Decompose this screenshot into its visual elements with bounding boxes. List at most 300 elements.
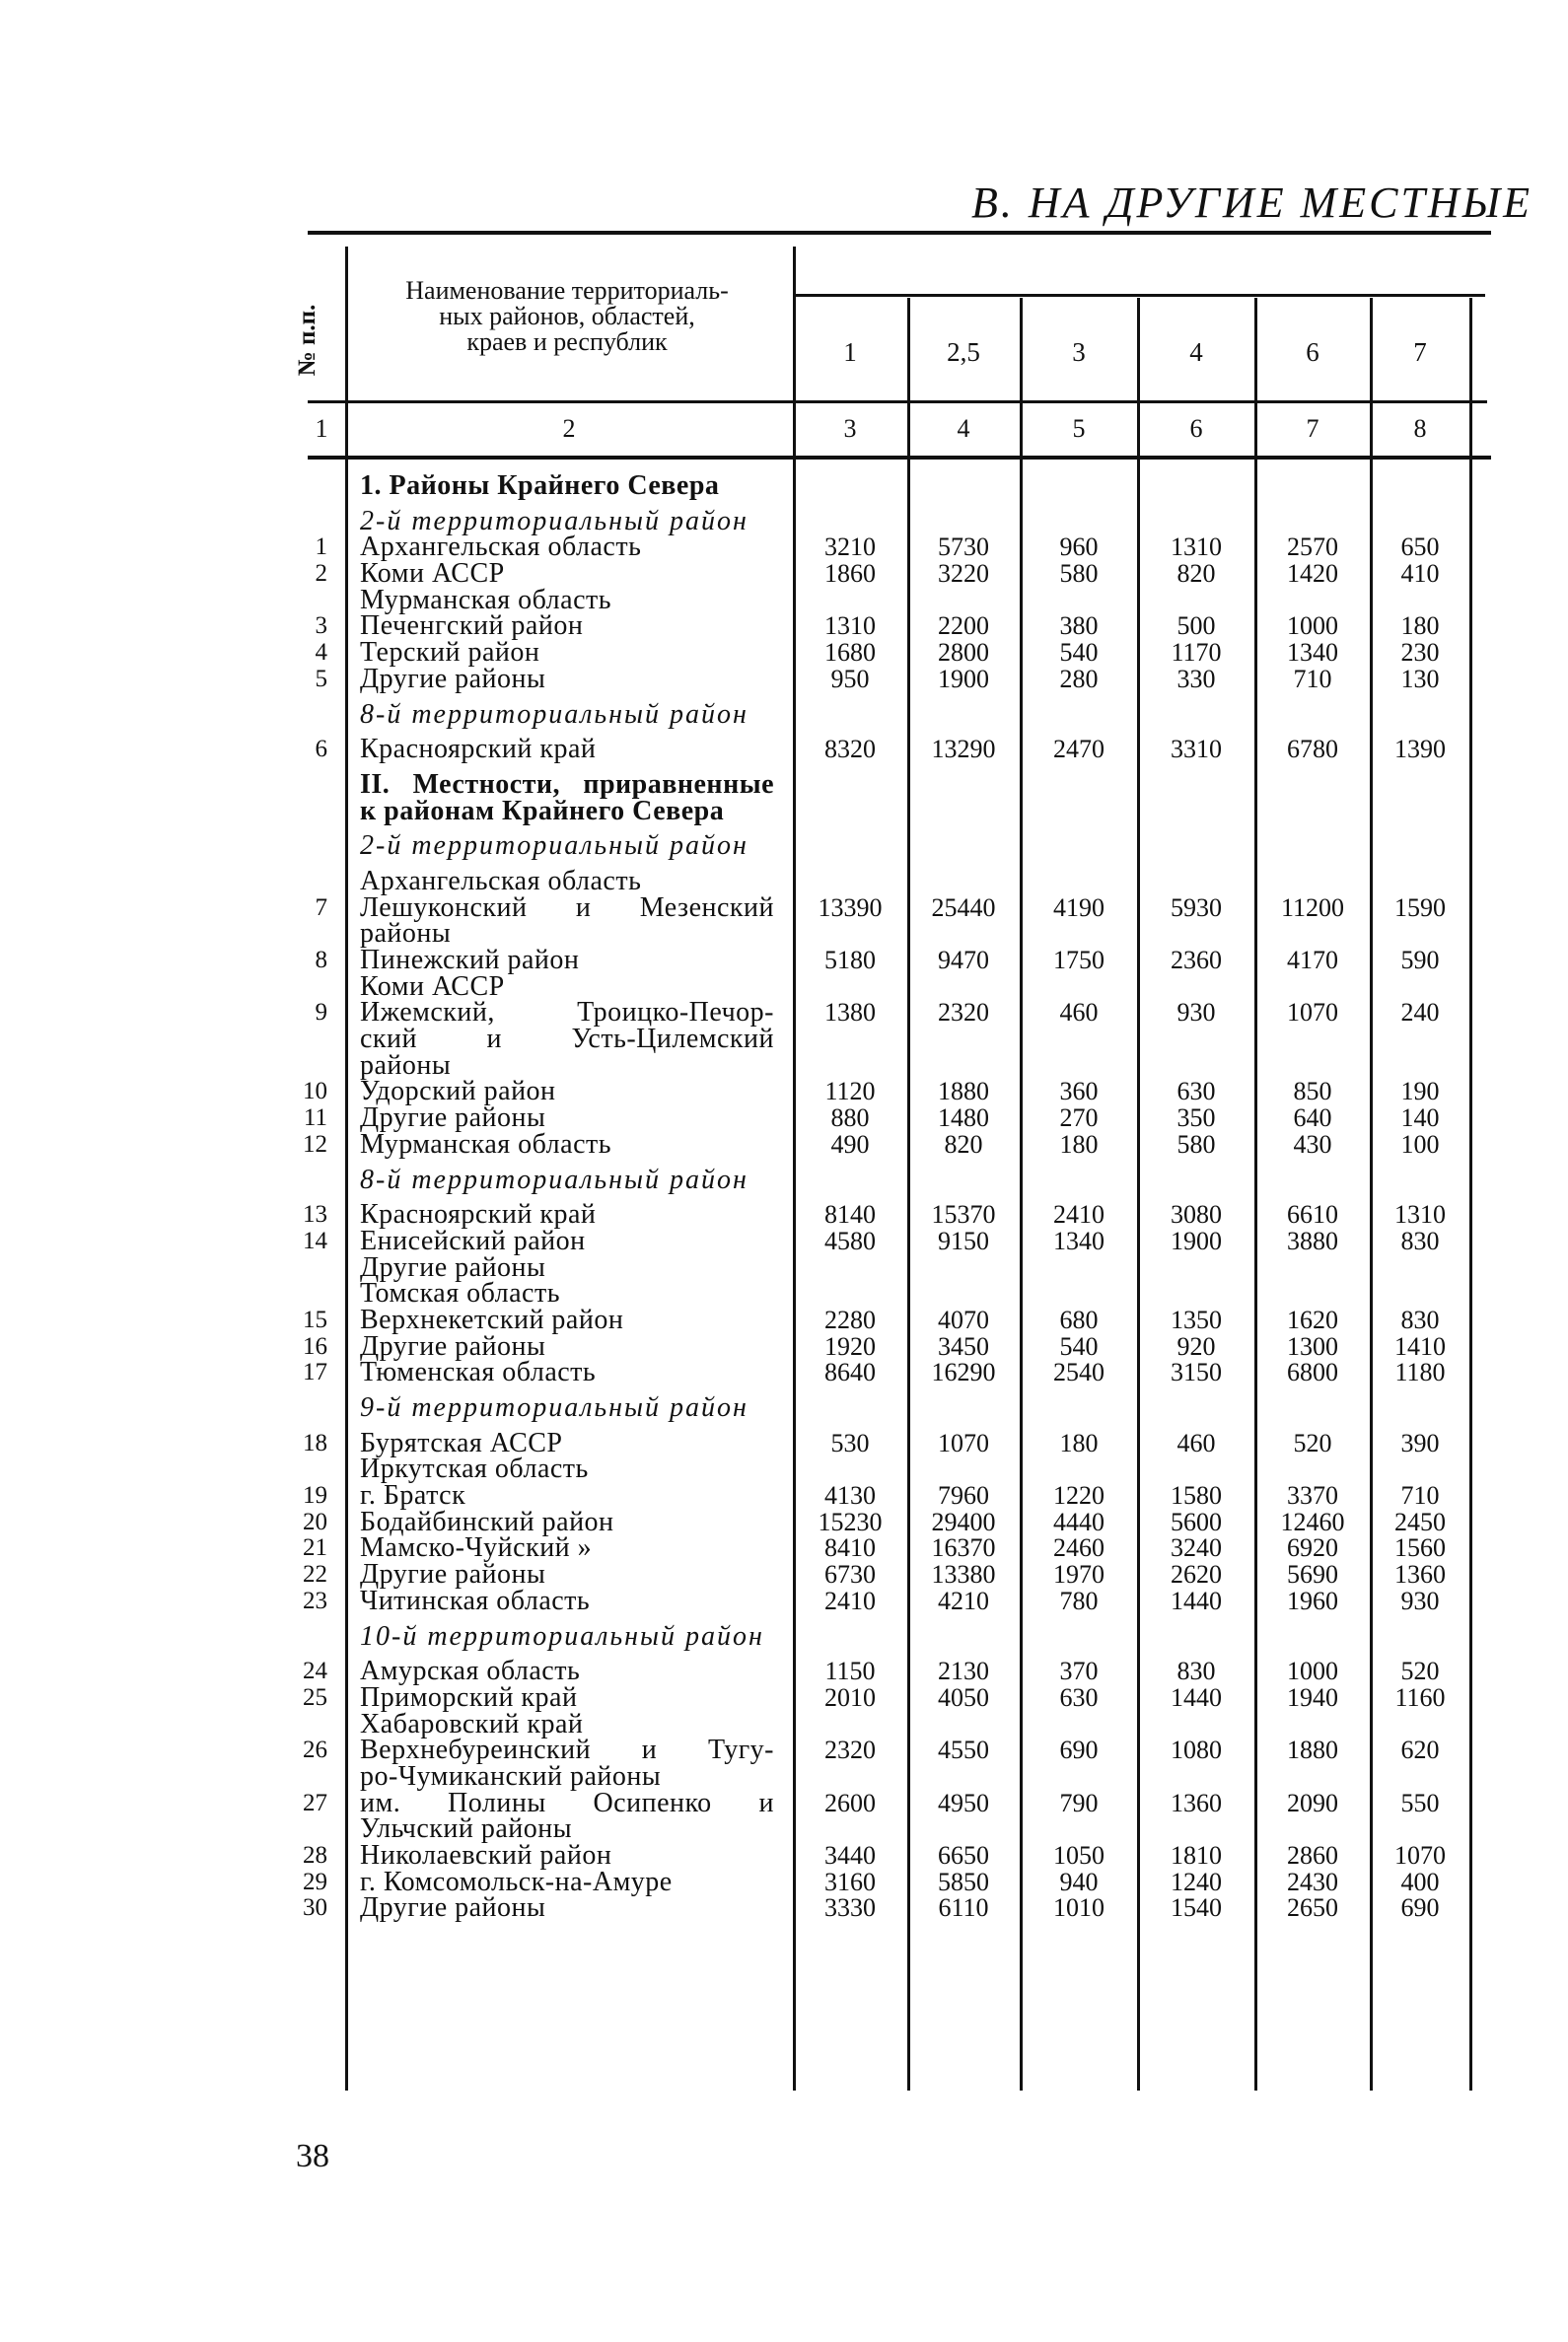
value-cell: 13290 [931,735,996,764]
table-row [0,1357,1568,1388]
row-name: Мамско-Чуйский » [360,1532,593,1564]
value-cell: 820 [1176,559,1216,589]
value-cell: 16290 [931,1358,996,1387]
table-row [0,637,1568,669]
value-cell: 4550 [938,1736,989,1765]
value-cell: 1380 [824,998,876,1028]
value-cell: 6730 [824,1560,876,1590]
value-cell: 3440 [824,1841,876,1870]
table-row [0,1102,1568,1134]
value-cell: 1680 [824,638,876,668]
value-cell: 6800 [1287,1358,1338,1387]
value-cell: 550 [1400,1788,1440,1817]
value-cell: 830 [1400,1305,1440,1334]
colnum-rule [308,456,1491,460]
header-np-label: № п.п. [294,304,321,377]
value-cell: 2410 [824,1586,876,1615]
header-name-line: Наименование территориаль- [405,276,729,305]
value-cell: 1920 [824,1331,876,1361]
row-name: 8-й территориальный район [360,1164,748,1195]
value-cell: 1390 [1394,735,1446,764]
value-cell: 4050 [938,1682,989,1712]
table-row [0,1559,1568,1591]
value-cell: 1010 [1053,1893,1105,1923]
spacer-row [0,824,1568,833]
value-cell: 830 [1176,1657,1216,1686]
value-cell: 6110 [938,1893,989,1923]
value-cell: 2090 [1287,1788,1338,1817]
table-row [0,1076,1568,1107]
row-name: Другие районы [360,1892,546,1924]
value-cell: 25440 [931,892,996,922]
value-cell: 15230 [818,1507,883,1536]
table-row [0,1735,1568,1766]
value-cell: 780 [1059,1586,1099,1615]
row-number: 26 [303,1737,327,1764]
value-cell: 5850 [938,1867,989,1896]
value-cell: 930 [1176,998,1216,1028]
coef-rule [795,294,1485,297]
row-name: к районам Крайнего Севера [360,795,725,826]
value-cell: 1340 [1053,1226,1105,1255]
value-cell: 540 [1059,638,1099,668]
value-cell: 8410 [824,1533,876,1563]
value-cell: 880 [830,1103,870,1133]
table-row [0,918,1568,950]
value-cell: 3210 [824,532,876,562]
value-cell: 13390 [818,892,883,922]
spacer-row [0,1386,1568,1395]
coefficient-header: 7 [1413,337,1427,367]
row-number: 11 [303,1104,327,1132]
value-cell: 4210 [938,1586,989,1615]
table-row [0,1656,1568,1687]
table-row [0,891,1568,923]
row-name: 9-й территориальный район [360,1392,748,1423]
row-number: 27 [303,1789,327,1816]
value-cell: 2280 [824,1305,876,1334]
value-cell: 530 [830,1428,870,1457]
row-name: районы [360,918,452,950]
value-cell: 6610 [1287,1200,1338,1230]
value-cell: 130 [1400,664,1440,693]
row-number: 6 [315,736,327,763]
value-cell: 4440 [1053,1507,1105,1536]
page-number: 38 [296,2138,329,2174]
value-cell: 9470 [938,946,989,974]
coefficient-header: 6 [1306,337,1319,367]
value-cell: 410 [1400,559,1440,589]
row-name: Лешуконский и Мезенский [360,891,774,923]
table-row [0,1585,1568,1616]
row-name: Амурская область [360,1656,581,1687]
header-name-line: ных районов, областей, [439,302,695,330]
value-cell: 1880 [1287,1736,1338,1765]
value-cell: 240 [1400,998,1440,1028]
value-cell: 2320 [938,998,989,1028]
value-cell: 630 [1059,1682,1099,1712]
value-cell: 1240 [1171,1867,1222,1896]
row-name: 8-й территориальный район [360,698,748,730]
value-cell: 230 [1400,638,1440,668]
value-cell: 370 [1059,1657,1099,1686]
value-cell: 1120 [824,1077,876,1106]
top-rule [308,231,1491,235]
value-cell: 400 [1400,1867,1440,1896]
value-cell: 1070 [1394,1841,1446,1870]
row-name: Верхнебуреинский и Тугу- [360,1735,774,1766]
value-cell: 930 [1400,1586,1440,1615]
row-name: Архангельская область [360,865,642,896]
subheading-row [0,1164,1568,1195]
value-cell: 180 [1059,1428,1099,1457]
value-cell: 5180 [824,946,876,974]
value-cell: 140 [1400,1103,1440,1133]
value-cell: 100 [1400,1129,1440,1159]
row-number: 30 [303,1894,327,1922]
value-cell: 3220 [938,559,989,589]
value-cell: 520 [1293,1428,1332,1457]
row-name: Бурятская АССР [360,1427,563,1458]
row-name: г. Комсомольск-на-Амуре [360,1866,673,1897]
table-row [0,865,1568,896]
value-cell: 1540 [1171,1893,1222,1923]
row-name: г. Братск [360,1480,466,1512]
value-cell: 330 [1176,664,1216,693]
table-row [0,1427,1568,1458]
value-cell: 5930 [1171,892,1222,922]
header-name-line: краев и республик [466,327,668,356]
value-cell: 6650 [938,1841,989,1870]
value-cell: 1070 [1287,998,1338,1028]
row-number: 25 [303,1683,327,1711]
value-cell: 2570 [1287,532,1338,562]
value-cell: 2320 [824,1736,876,1765]
value-cell: 1170 [1171,638,1222,668]
value-cell: 1360 [1394,1560,1446,1590]
spacer-row [0,693,1568,702]
value-cell: 580 [1059,559,1099,589]
row-number: 4 [315,639,327,667]
value-cell: 360 [1059,1077,1099,1106]
value-cell: 850 [1293,1077,1332,1106]
row-name: Хабаровский край [360,1708,584,1739]
value-cell: 1220 [1053,1481,1105,1511]
value-cell: 3240 [1171,1533,1222,1563]
value-cell: 1310 [1171,532,1222,562]
spacer-row [0,860,1568,869]
row-number: 7 [315,893,327,921]
column-number: 6 [1189,414,1203,443]
row-number: 21 [303,1534,327,1562]
value-cell: 11200 [1280,892,1345,922]
value-cell: 1900 [1171,1226,1222,1255]
value-cell: 1580 [1171,1481,1222,1511]
value-cell: 630 [1176,1077,1216,1106]
coefficient-header: 4 [1189,337,1203,367]
value-cell: 2200 [938,611,989,641]
table-row [0,534,1568,561]
value-cell: 460 [1176,1428,1216,1457]
value-cell: 2470 [1053,735,1105,764]
table-row [0,1199,1568,1231]
row-name: Другие районы [360,1102,546,1134]
row-number: 12 [303,1130,327,1158]
column-number: 3 [843,414,857,443]
row-number: 23 [303,1587,327,1614]
table-body [0,470,1568,1924]
column-number: 7 [1306,414,1319,443]
row-name: Мурманская область [360,1128,612,1160]
row-name: Другие районы [360,1330,546,1362]
row-number: 24 [303,1658,327,1685]
row-name: Пинежский район [360,945,580,975]
value-cell: 1360 [1171,1788,1222,1817]
section-heading-row [0,795,1568,826]
table-row [0,1840,1568,1871]
value-cell: 590 [1400,946,1440,974]
row-number: 8 [315,947,327,973]
value-cell: 1480 [938,1103,989,1133]
header-name-label [355,278,779,355]
row-name: им. Полины Осипенко и [360,1787,774,1818]
value-cell: 15370 [931,1200,996,1230]
table-row [0,1708,1568,1739]
value-cell: 6780 [1287,735,1338,764]
row-name: Красноярский край [360,1199,597,1231]
value-cell: 3310 [1171,735,1222,764]
value-cell: 430 [1293,1129,1332,1159]
value-cell: 3880 [1287,1226,1338,1255]
value-cell: 350 [1176,1103,1216,1133]
value-cell: 2130 [938,1657,989,1686]
value-cell: 1970 [1053,1560,1105,1590]
value-cell: 2460 [1053,1533,1105,1563]
table-row [0,997,1568,1029]
table-row [0,1456,1568,1483]
table-row [0,734,1568,765]
value-cell: 2600 [824,1788,876,1817]
row-number: 3 [315,612,327,640]
subheading-row [0,1392,1568,1423]
table-row [0,945,1568,975]
value-cell: 520 [1400,1657,1440,1686]
table-row [0,1506,1568,1537]
row-name: Тюменская область [360,1357,597,1388]
value-cell: 1620 [1287,1305,1338,1334]
value-cell: 12460 [1280,1507,1345,1536]
value-cell: 9150 [938,1226,989,1255]
value-cell: 1310 [1394,1200,1446,1230]
value-cell: 280 [1059,664,1099,693]
value-cell: 2540 [1053,1358,1105,1387]
row-number: 1 [315,533,327,561]
value-cell: 1080 [1171,1736,1222,1765]
value-cell: 180 [1400,611,1440,641]
subheading-row [0,505,1568,536]
row-name: Другие районы [360,663,546,694]
value-cell: 940 [1059,1867,1099,1896]
value-cell: 5690 [1287,1560,1338,1590]
spacer-row [0,1422,1568,1431]
value-cell: 3160 [824,1867,876,1896]
value-cell: 2450 [1394,1507,1446,1536]
column-number: 8 [1413,414,1427,443]
row-name: 2-й территориальный район [360,830,748,862]
value-cell: 4070 [938,1305,989,1334]
row-name: Ижемский, Троицко-Печор- [360,997,774,1029]
row-name: Удорский район [360,1076,556,1107]
row-name: Коми АССР [360,558,505,590]
value-cell: 4190 [1053,892,1105,922]
value-cell: 460 [1059,998,1099,1028]
row-name: Мурманская область [360,584,612,615]
row-number: 22 [303,1561,327,1589]
spacer-row [0,1159,1568,1168]
value-cell: 490 [830,1129,870,1159]
value-cell: 680 [1059,1305,1099,1334]
value-cell: 1440 [1171,1586,1222,1615]
column-number: 4 [957,414,970,443]
value-cell: 7960 [938,1481,989,1511]
subheading-row [0,698,1568,730]
value-cell: 710 [1400,1481,1440,1511]
value-cell: 960 [1059,532,1099,562]
table-row [0,663,1568,694]
row-number: 10 [303,1078,327,1105]
value-cell: 920 [1176,1331,1216,1361]
table-row [0,558,1568,590]
row-name: Терский район [360,637,540,669]
spacer-row [0,500,1568,509]
value-cell: 5600 [1171,1507,1222,1536]
row-name: районы [360,1049,452,1081]
table-row [0,1128,1568,1160]
column-number: 2 [562,414,576,443]
value-cell: 2010 [824,1682,876,1712]
row-name: 10-й территориальный район [360,1620,764,1652]
row-name: ский и Усть-Цилемский [360,1024,774,1055]
table-row [0,1049,1568,1081]
value-cell: 1420 [1287,559,1338,589]
header-np [296,282,320,398]
value-cell: 690 [1059,1736,1099,1765]
value-cell: 1340 [1287,638,1338,668]
row-number: 5 [315,665,327,692]
value-cell: 2650 [1287,1893,1338,1923]
column-number: 5 [1072,414,1086,443]
value-cell: 1160 [1394,1682,1446,1712]
value-cell: 16370 [931,1533,996,1563]
row-number: 9 [315,999,327,1027]
row-number: 13 [303,1201,327,1229]
value-cell: 580 [1176,1129,1216,1159]
table-row [0,1480,1568,1512]
row-name: Верхнекетский район [360,1304,624,1335]
row-name: 1. Районы Крайнего Севера [360,470,720,501]
value-cell: 13380 [931,1560,996,1590]
value-cell: 8640 [824,1358,876,1387]
value-cell: 180 [1059,1129,1099,1159]
row-name: 2-й территориальный район [360,505,748,536]
value-cell: 1560 [1394,1533,1446,1563]
spacer-row [0,763,1568,772]
column-number: 1 [315,414,328,443]
value-cell: 1050 [1053,1841,1105,1870]
value-cell: 1070 [938,1428,989,1457]
value-cell: 380 [1059,611,1099,641]
section-heading-row [0,470,1568,501]
value-cell: 3370 [1287,1481,1338,1511]
value-cell: 190 [1400,1077,1440,1106]
row-name: Читинская область [360,1585,591,1616]
row-number: 28 [303,1842,327,1869]
row-name: Томская область [360,1278,560,1310]
table-row [0,1760,1568,1792]
value-cell: 2800 [938,638,989,668]
row-number: 19 [303,1482,327,1510]
row-name: Бодайбинский район [360,1506,614,1537]
value-cell: 500 [1176,611,1216,641]
row-number: 20 [303,1508,327,1535]
table-row [0,584,1568,615]
row-name: Печенгский район [360,610,584,642]
value-cell: 3080 [1171,1200,1222,1230]
value-cell: 4580 [824,1226,876,1255]
value-cell: 1750 [1053,946,1105,974]
table-row [0,1225,1568,1256]
value-cell: 1940 [1287,1682,1338,1712]
value-cell: 1000 [1287,1657,1338,1686]
value-cell: 690 [1400,1893,1440,1923]
row-name: Ульчский районы [360,1813,573,1845]
row-number: 17 [303,1359,327,1386]
table-row [0,1866,1568,1897]
value-cell: 1880 [938,1077,989,1106]
header-rule [308,400,1487,403]
value-cell: 1300 [1287,1331,1338,1361]
value-cell: 6920 [1287,1533,1338,1563]
spacer-row [0,1615,1568,1624]
table-row [0,1787,1568,1818]
row-name: Приморский край [360,1681,578,1713]
value-cell: 1960 [1287,1586,1338,1615]
value-cell: 3150 [1171,1358,1222,1387]
row-name: Енисейский район [360,1225,586,1256]
row-name: II. Местности, приравненные [360,768,774,800]
subheading-row [0,1620,1568,1652]
table-row [0,1330,1568,1362]
table-row [0,1278,1568,1310]
value-cell: 650 [1400,532,1440,562]
section-heading-row [0,768,1568,800]
row-name: Красноярский край [360,734,597,765]
subheading-row [0,830,1568,862]
row-number: 14 [303,1227,327,1254]
table-row [0,610,1568,642]
value-cell: 820 [944,1129,983,1159]
value-cell: 4950 [938,1788,989,1817]
table-row [0,1892,1568,1924]
value-cell: 5730 [938,532,989,562]
table-row [0,1813,1568,1845]
value-cell: 620 [1400,1736,1440,1765]
value-cell: 1310 [824,611,876,641]
value-cell: 2410 [1053,1200,1105,1230]
row-name: Архангельская область [360,532,642,563]
table-row [0,1304,1568,1335]
value-cell: 4130 [824,1481,876,1511]
